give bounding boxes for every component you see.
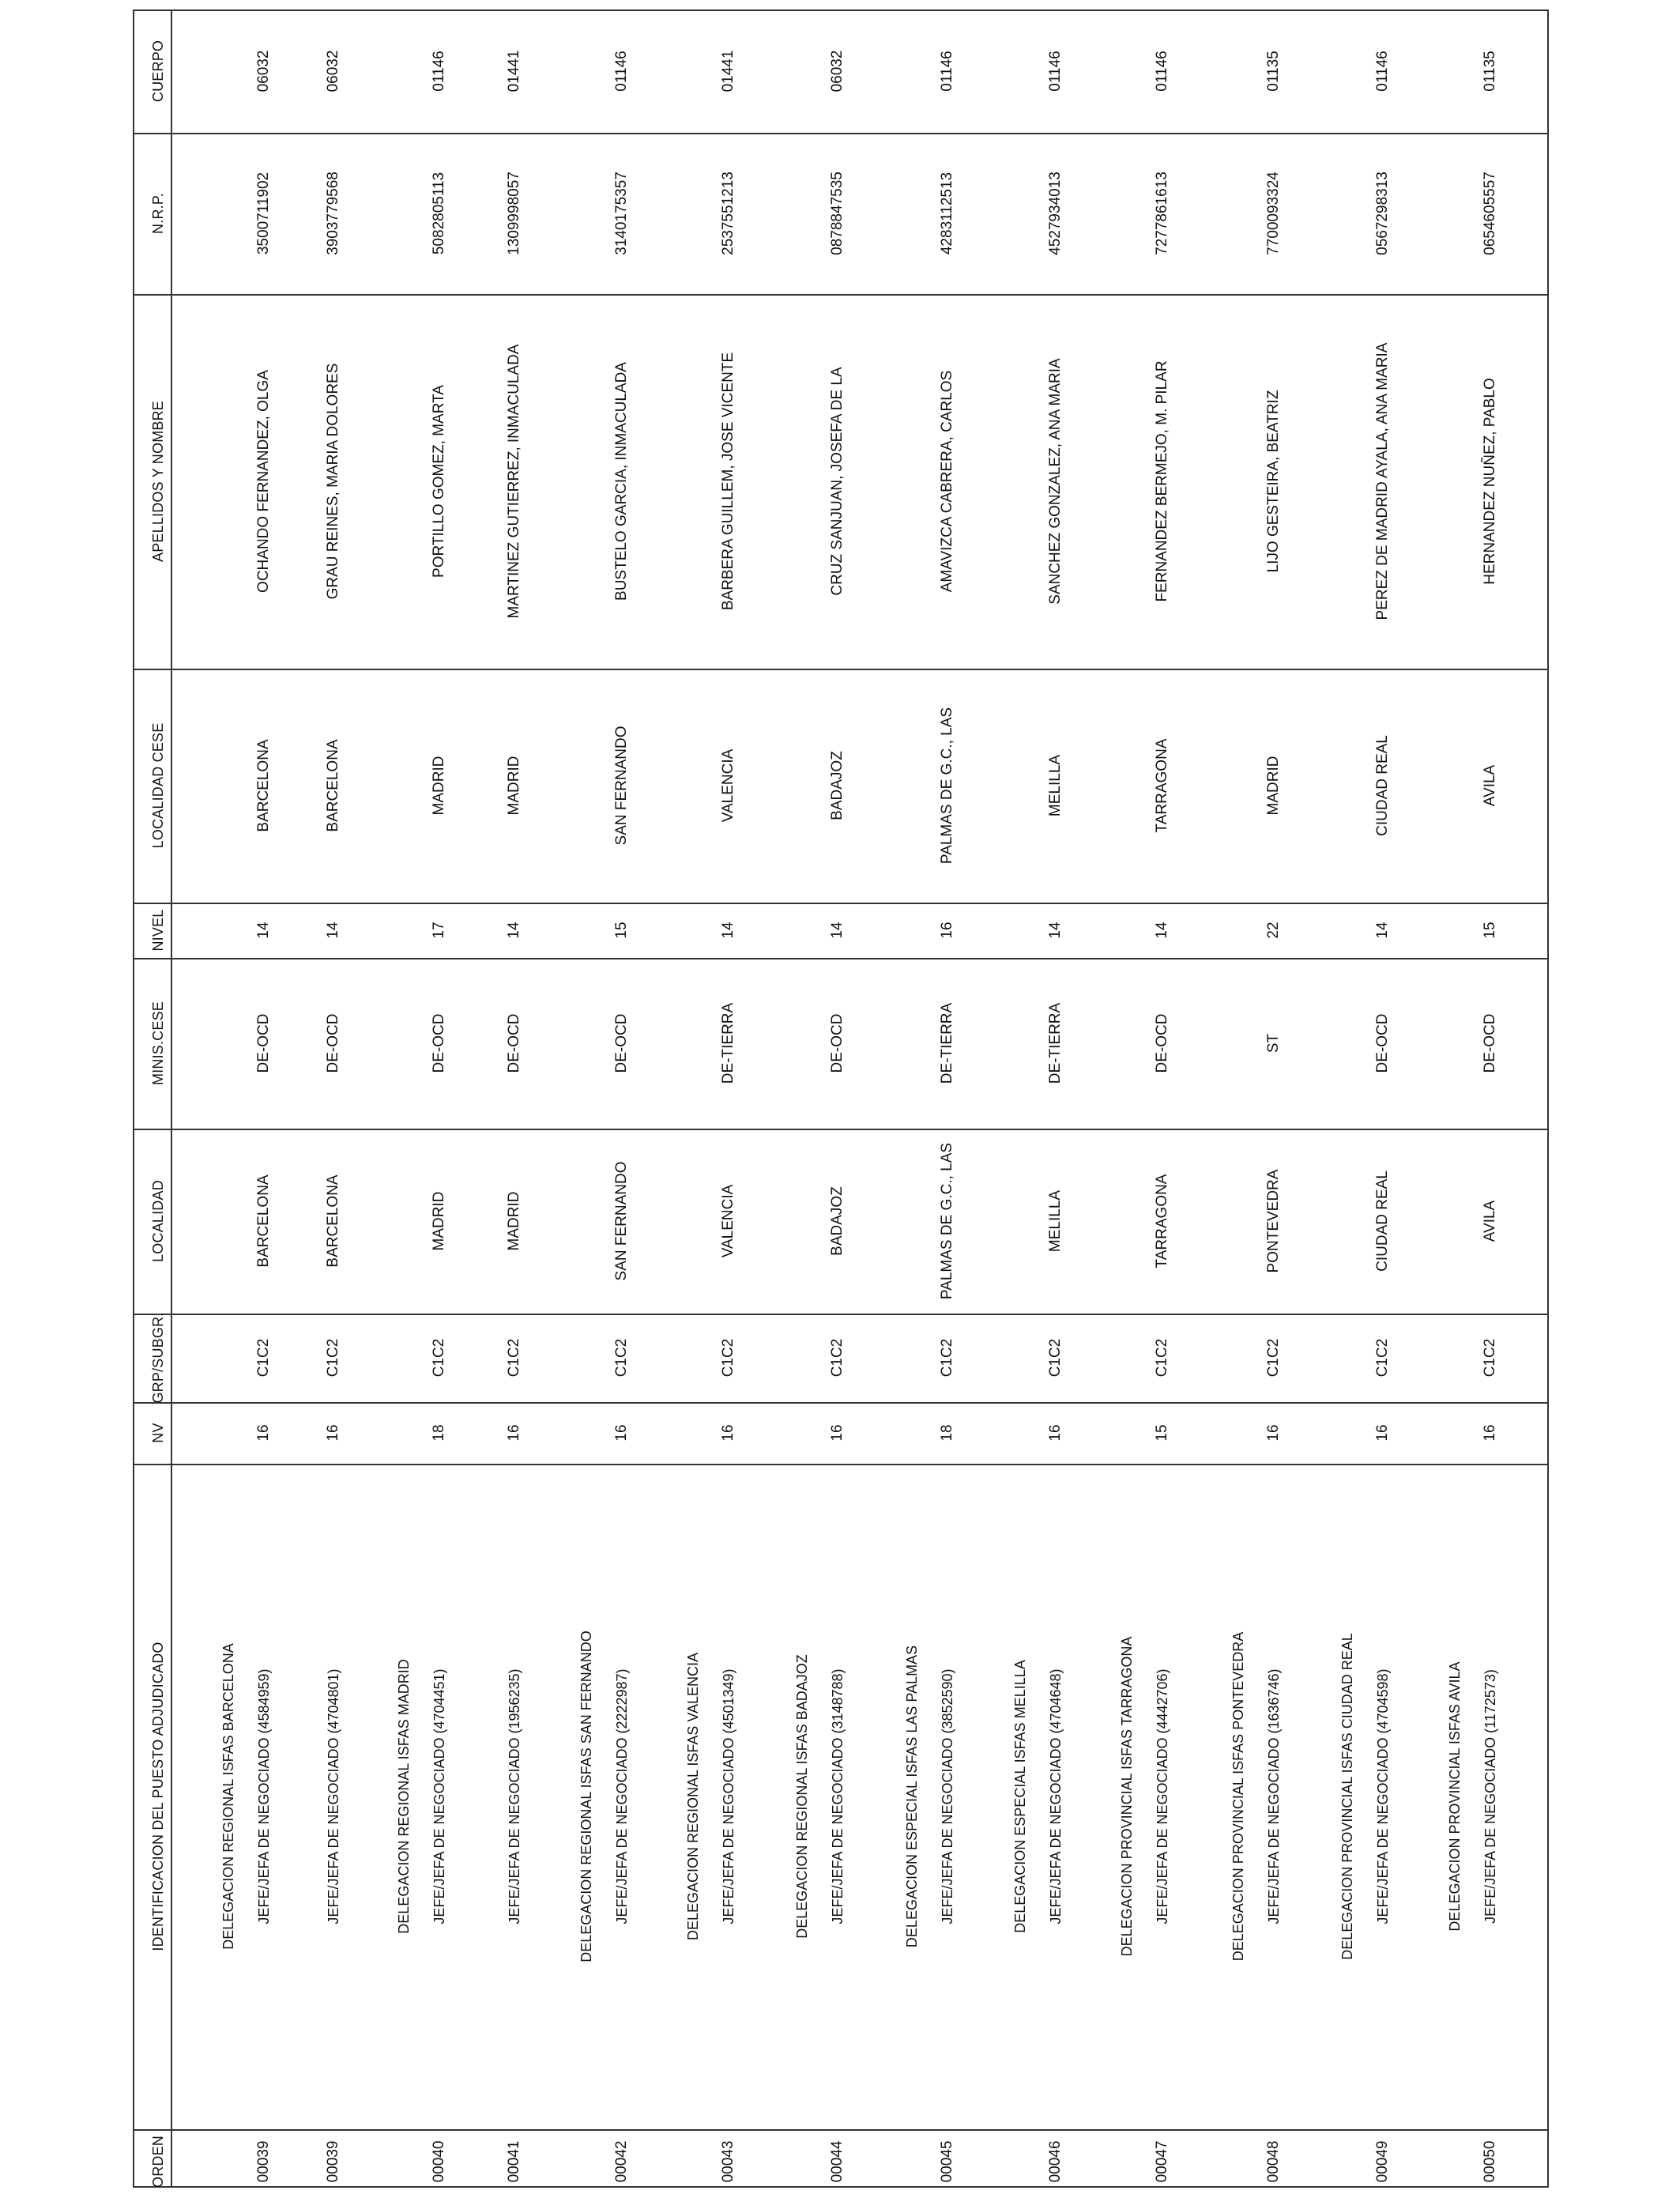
cell-puesto-line1: DELEGACION ESPECIAL ISFAS MELILLA [1012,1660,1028,1933]
cell-puesto-line1: DELEGACION REGIONAL ISFAS SAN FERNANDO [578,1630,594,1962]
cell-puesto-line2: JEFE/JEFA DE NEGOCIADO (4501349) [721,1668,736,1924]
cell-localidad: CIUDAD REAL [1374,1171,1391,1272]
cell-minis-cese: DE-OCD [1374,1013,1391,1073]
cell-localidad: SAN FERNANDO [613,1161,630,1281]
cell-nrp: 1309998057 [506,172,522,255]
cell-nv: 16 [255,1424,272,1442]
cell-nrp: 0654605557 [1482,172,1498,255]
cell-nombre: FERNANDEZ BERMEJO, M. PILAR [1154,360,1170,602]
cell-orden: 00050 [1482,2140,1498,2183]
cell-nombre: BARBERA GUILLEM, JOSE VICENTE [720,352,736,611]
cell-localidad-cese: MADRID [1265,756,1282,816]
column-header-orden: ORDEN [150,2135,166,2188]
cell-puesto-line1: DELEGACION PROVINCIAL ISFAS PONTEVEDRA [1230,1631,1246,1962]
cell-grp: C1C2 [1265,1338,1282,1378]
cell-nombre: AMAVIZCA CABRERA, CARLOS [939,370,955,593]
cell-minis-cese: DE-OCD [613,1013,630,1073]
cell-puesto-line2: JEFE/JEFA DE NEGOCIADO (3852590) [940,1668,955,1924]
cell-grp: C1C2 [829,1338,846,1378]
column-divider [133,1314,1549,1315]
cell-minis-cese: DE-OCD [829,1013,846,1073]
cell-localidad-cese: MADRID [506,756,522,816]
cell-cuerpo: 01146 [431,51,447,92]
cell-localidad-cese: AVILA [1482,764,1498,807]
cell-cuerpo: 01146 [939,51,955,92]
column-divider [133,958,1549,959]
cell-nombre: OCHANDO FERNANDEZ, OLGA [255,370,272,593]
cell-nv: 16 [1047,1424,1064,1442]
cell-nivel: 14 [325,922,341,939]
cell-nivel: 14 [506,922,522,939]
cell-nrp: 3140175357 [613,172,630,255]
cell-nivel: 16 [939,922,955,939]
cell-grp: C1C2 [255,1338,272,1378]
column-header-nombre: APELLIDOS Y NOMBRE [150,400,166,563]
cell-nv: 18 [939,1424,955,1442]
cell-grp: C1C2 [613,1338,630,1378]
column-header-minis-cese: MINIS.CESE [150,1001,166,1086]
cell-cuerpo: 06032 [829,50,846,92]
cell-localidad: PONTEVEDRA [1265,1169,1282,1273]
cell-nombre: CRUZ SANJUAN, JOSEFA DE LA [829,367,846,596]
cell-nombre: MARTINEZ GUTIERREZ, INMACULADA [506,344,522,619]
cell-orden: 00049 [1374,2140,1391,2183]
column-divider [133,133,1549,134]
cell-localidad: AVILA [1482,1200,1498,1242]
cell-orden: 00047 [1154,2140,1170,2183]
cell-nrp: 4527934013 [1047,172,1064,255]
cell-nv: 16 [613,1424,630,1442]
cell-nrp: 7277861613 [1154,172,1170,255]
column-header-puesto: IDENTIFICACION DEL PUESTO ADJUDICADO [150,1642,166,1951]
column-header-nivel: NIVEL [150,909,166,952]
cell-nivel: 14 [1047,922,1064,939]
cell-nombre: LIJO GESTEIRA, BEATRIZ [1265,390,1282,573]
cell-minis-cese: DE-OCD [325,1013,341,1073]
cell-grp: C1C2 [1047,1338,1064,1378]
cell-nombre: SANCHEZ GONZALEZ, ANA MARIA [1047,358,1064,605]
cell-minis-cese: DE-TIERRA [1047,1002,1064,1084]
cell-nombre: HERNANDEZ NUÑEZ, PABLO [1482,378,1498,585]
column-header-nrp: N.R.P. [150,193,166,234]
cell-orden: 00041 [506,2140,522,2183]
cell-nivel: 15 [1482,922,1498,939]
cell-nrp: 7700093324 [1265,172,1282,255]
cell-puesto-line2: JEFE/JEFA DE NEGOCIADO (4584959) [256,1668,272,1924]
cell-localidad: MELILLA [1047,1189,1064,1253]
cell-nivel: 22 [1265,922,1282,939]
cell-puesto-line2: JEFE/JEFA DE NEGOCIADO (2222987) [614,1668,630,1924]
cell-nivel: 14 [1154,922,1170,939]
cell-cuerpo: 01135 [1482,51,1498,92]
cell-orden: 00046 [1047,2140,1064,2183]
cell-localidad-cese: MELILLA [1047,754,1064,817]
cell-cuerpo: 01441 [506,50,522,92]
cell-grp: C1C2 [1482,1338,1498,1378]
cell-localidad: BARCELONA [255,1174,272,1268]
cell-localidad: BARCELONA [325,1174,341,1268]
cell-nombre: PEREZ DE MADRID AYALA, ANA MARIA [1374,342,1391,620]
cell-nivel: 14 [1374,922,1391,939]
cell-cuerpo: 01146 [1047,51,1064,92]
cell-localidad-cese: TARRAGONA [1154,738,1170,833]
cell-grp: C1C2 [720,1338,736,1378]
cell-grp: C1C2 [506,1338,522,1378]
cell-nv: 16 [1374,1424,1391,1442]
cell-localidad: PALMAS DE G.C., LAS [939,1142,955,1300]
cell-nrp: 4283112513 [939,172,955,255]
cell-localidad: MADRID [506,1191,522,1251]
cell-localidad: VALENCIA [720,1184,736,1258]
cell-minis-cese: DE-OCD [1482,1013,1498,1073]
cell-nv: 16 [325,1424,341,1442]
cell-nrp: 5082805113 [431,172,447,255]
cell-orden: 00042 [613,2140,630,2183]
cell-localidad-cese: VALENCIA [720,748,736,823]
cell-cuerpo: 01441 [720,50,736,92]
column-header-grp: GRP/SUBGR. [150,1312,166,1404]
cell-localidad-cese: CIUDAD REAL [1374,735,1391,836]
cell-puesto-line2: JEFE/JEFA DE NEGOCIADO (4442706) [1155,1668,1170,1924]
cell-nrp: 2537551213 [720,172,736,255]
cell-nivel: 15 [613,922,630,939]
cell-puesto-line1: DELEGACION PROVINCIAL ISFAS CIUDAD REAL [1339,1633,1355,1960]
cell-puesto-line1: DELEGACION ESPECIAL ISFAS LAS PALMAS [904,1645,920,1948]
cell-localidad: MADRID [431,1191,447,1251]
cell-nombre: BUSTELO GARCIA, INMACULADA [613,362,630,601]
cell-nrp: 3500711902 [255,172,272,255]
cell-localidad: TARRAGONA [1154,1174,1170,1269]
cell-minis-cese: DE-OCD [1154,1013,1170,1073]
cell-cuerpo: 01146 [1374,51,1391,92]
cell-localidad-cese: BADAJOZ [829,751,846,820]
cell-puesto-line2: JEFE/JEFA DE NEGOCIADO (1172573) [1482,1669,1498,1924]
cell-minis-cese: ST [1265,1033,1282,1054]
cell-puesto-line2: JEFE/JEFA DE NEGOCIADO (3148788) [830,1668,846,1924]
column-divider [133,669,1549,670]
column-divider [133,294,1549,296]
cell-nivel: 17 [431,922,447,939]
cell-nv: 16 [829,1424,846,1442]
cell-localidad-cese: SAN FERNANDO [613,726,630,846]
cell-puesto-line1: DELEGACION REGIONAL ISFAS MADRID [396,1659,412,1934]
cell-grp: C1C2 [431,1338,447,1378]
column-divider [133,1464,1549,1465]
cell-nrp: 3903779568 [325,172,341,255]
cell-nivel: 14 [720,922,736,939]
cell-orden: 00039 [325,2140,341,2183]
cell-orden: 00040 [431,2140,447,2183]
column-header-localidad-cese: LOCALIDAD CESE [150,722,166,849]
column-divider [133,2129,1549,2131]
cell-grp: C1C2 [1154,1338,1170,1378]
cell-minis-cese: DE-OCD [506,1013,522,1073]
cell-puesto-line1: DELEGACION REGIONAL ISFAS BARCELONA [220,1643,236,1950]
cell-grp: C1C2 [325,1338,341,1378]
cell-grp: C1C2 [939,1338,955,1378]
cell-localidad-cese: BARCELONA [255,739,272,832]
cell-puesto-line2: JEFE/JEFA DE NEGOCIADO (4704598) [1375,1668,1391,1924]
cell-nv: 15 [1154,1424,1170,1442]
cell-puesto-line1: DELEGACION PROVINCIAL ISFAS TARRAGONA [1119,1636,1135,1957]
cell-puesto-line2: JEFE/JEFA DE NEGOCIADO (1636746) [1266,1668,1282,1924]
column-divider [133,1129,1549,1130]
cell-orden: 00039 [255,2140,272,2183]
cell-cuerpo: 06032 [325,50,341,92]
cell-cuerpo: 01135 [1265,51,1282,92]
cell-minis-cese: DE-OCD [431,1013,447,1073]
cell-nv: 16 [720,1424,736,1442]
cell-nivel: 14 [255,922,272,939]
cell-puesto-line2: JEFE/JEFA DE NEGOCIADO (4704801) [326,1668,341,1924]
cell-puesto-line1: DELEGACION REGIONAL ISFAS BADAJOZ [794,1654,810,1939]
cell-grp: C1C2 [1374,1338,1391,1378]
cell-orden: 00045 [939,2140,955,2183]
cell-nv: 16 [1265,1424,1282,1442]
cell-puesto-line1: DELEGACION REGIONAL ISFAS VALENCIA [685,1652,701,1941]
cell-localidad: BADAJOZ [829,1186,846,1256]
column-divider [133,903,1549,904]
column-header-nv: NV [150,1423,166,1443]
column-header-cuerpo: CUERPO [150,40,166,103]
cell-cuerpo: 01146 [613,51,630,92]
cell-orden: 00043 [720,2140,736,2183]
cell-cuerpo: 06032 [255,50,272,92]
cell-nrp: 0878847535 [829,172,846,255]
cell-cuerpo: 01146 [1154,51,1170,92]
column-header-localidad: LOCALIDAD [150,1180,166,1262]
cell-minis-cese: DE-TIERRA [720,1002,736,1084]
column-divider [133,1402,1549,1404]
cell-localidad-cese: MADRID [431,756,447,816]
cell-nv: 18 [431,1424,447,1442]
cell-orden: 00048 [1265,2140,1282,2183]
cell-orden: 00044 [829,2140,846,2183]
cell-nv: 16 [506,1424,522,1442]
cell-puesto-line2: JEFE/JEFA DE NEGOCIADO (4704648) [1048,1668,1064,1924]
cell-nombre: GRAU REINES, MARIA DOLORES [325,363,341,600]
cell-puesto-line2: JEFE/JEFA DE NEGOCIADO (1956235) [507,1668,522,1924]
cell-nv: 16 [1482,1424,1498,1442]
cell-localidad-cese: BARCELONA [325,739,341,832]
cell-nombre: PORTILLO GOMEZ, MARTA [431,385,447,578]
cell-minis-cese: DE-OCD [255,1013,272,1073]
cell-minis-cese: DE-TIERRA [939,1002,955,1084]
cell-nivel: 14 [829,922,846,939]
cell-localidad-cese: PALMAS DE G.C., LAS [939,707,955,865]
header-divider [171,9,172,2188]
cell-nrp: 0567298313 [1374,172,1391,255]
cell-puesto-line2: JEFE/JEFA DE NEGOCIADO (4704451) [431,1668,447,1924]
cell-puesto-line1: DELEGACION PROVINCIAL ISFAS AVILA [1447,1661,1463,1932]
